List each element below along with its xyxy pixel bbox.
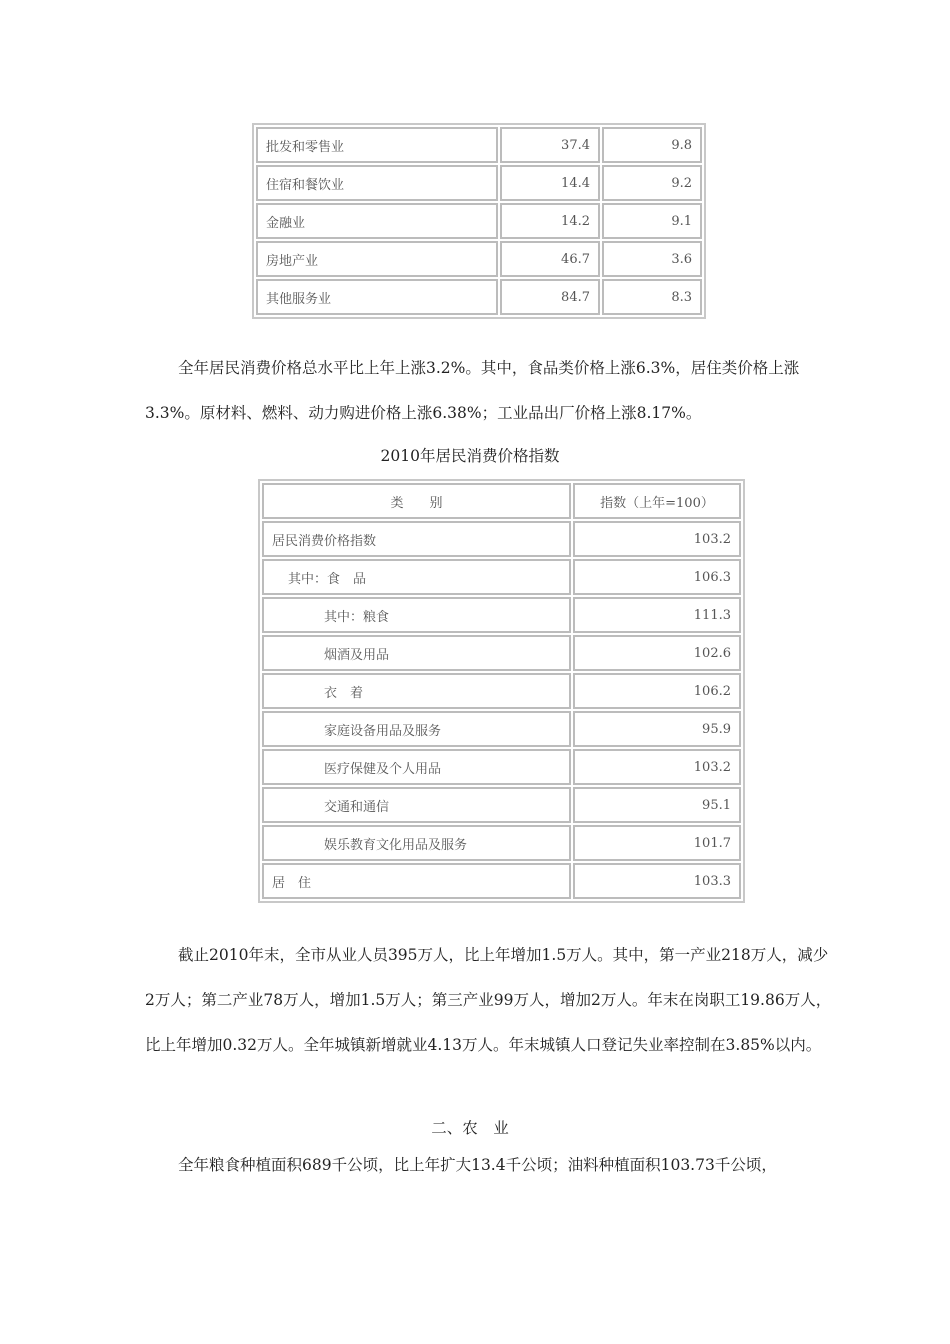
cpi-category: 娱乐教育文化用品及服务	[262, 825, 571, 861]
industry-value-2: 8.3	[602, 279, 702, 315]
table-row	[256, 203, 702, 239]
cpi-category: 居 住	[262, 863, 571, 899]
table-row	[262, 787, 741, 823]
cpi-category: 交通和通信	[262, 787, 571, 823]
cpi-category: 其中：粮食	[262, 597, 571, 633]
agriculture-paragraph: 全年粮食种植面积689千公顷，比上年扩大13.4千公顷；油料种植面积103.73千公顷，	[178, 1156, 777, 1174]
employment-paragraph: 截止2010年末，全市从业人员395万人，比上年增加1.5万人。其中，第一产业218万人，减少2万人；第二产业78万人，增加1.5万人；第三产业99万人，增加2万人。年末在岗职工19.86万人，比上年增加0.32万人。全年城镇新增就业4.13万人。年末城镇人口登记失业率控制在3.85%以内。	[145, 946, 832, 1054]
industry-name: 其他服务业	[256, 279, 498, 315]
cpi-category: 其中：食 品	[262, 559, 571, 595]
industry-name: 住宿和餐饮业	[256, 165, 498, 201]
cpi-value: 103.3	[573, 863, 741, 899]
cpi-category: 衣 着	[262, 673, 571, 709]
industry-value-1: 14.4	[500, 165, 600, 201]
table-row	[256, 165, 702, 201]
cpi-value: 111.3	[573, 597, 741, 633]
column-header-index: 指数（上年=100）	[573, 483, 741, 519]
industry-value-2: 3.6	[602, 241, 702, 277]
industry-name: 金融业	[256, 203, 498, 239]
cpi-value: 103.2	[573, 749, 741, 785]
cpi-value: 102.6	[573, 635, 741, 671]
table-row	[256, 279, 702, 315]
table-row	[262, 597, 741, 633]
cpi-value: 103.2	[573, 521, 741, 557]
industry-value-2: 9.2	[602, 165, 702, 201]
table-row	[262, 559, 741, 595]
table-header-row	[262, 483, 741, 519]
cpi-value: 106.3	[573, 559, 741, 595]
cpi-table	[258, 479, 745, 903]
industry-value-2: 9.1	[602, 203, 702, 239]
industry-value-1: 46.7	[500, 241, 600, 277]
cpi-category: 烟酒及用品	[262, 635, 571, 671]
table-row	[256, 241, 702, 277]
industry-table	[252, 123, 706, 319]
cpi-value: 106.2	[573, 673, 741, 709]
cpi-table-title: 2010年居民消费价格指数	[380, 447, 560, 465]
table-row	[262, 749, 741, 785]
industry-name: 房地产业	[256, 241, 498, 277]
industry-name: 批发和零售业	[256, 127, 498, 163]
cpi-category: 家庭设备用品及服务	[262, 711, 571, 747]
industry-value-1: 14.2	[500, 203, 600, 239]
table-row	[262, 521, 741, 557]
cpi-category: 医疗保健及个人用品	[262, 749, 571, 785]
cpi-paragraph: 全年居民消费价格总水平比上年上涨3.2%。其中，食品类价格上涨6.3%，居住类价格上涨3.3%。原材料、燃料、动力购进价格上涨6.38%；工业品出厂价格上涨8.17%。	[145, 359, 800, 422]
table-row	[256, 127, 702, 163]
column-header-category: 类 别	[262, 483, 571, 519]
table-row	[262, 673, 741, 709]
table-row	[262, 825, 741, 861]
table-row	[262, 711, 741, 747]
cpi-value: 101.7	[573, 825, 741, 861]
industry-value-2: 9.8	[602, 127, 702, 163]
cpi-value: 95.1	[573, 787, 741, 823]
cpi-category: 居民消费价格指数	[262, 521, 571, 557]
table-row	[262, 863, 741, 899]
table-row	[262, 635, 741, 671]
cpi-value: 95.9	[573, 711, 741, 747]
section-heading: 二、农 业	[431, 1119, 509, 1137]
industry-value-1: 37.4	[500, 127, 600, 163]
industry-value-1: 84.7	[500, 279, 600, 315]
